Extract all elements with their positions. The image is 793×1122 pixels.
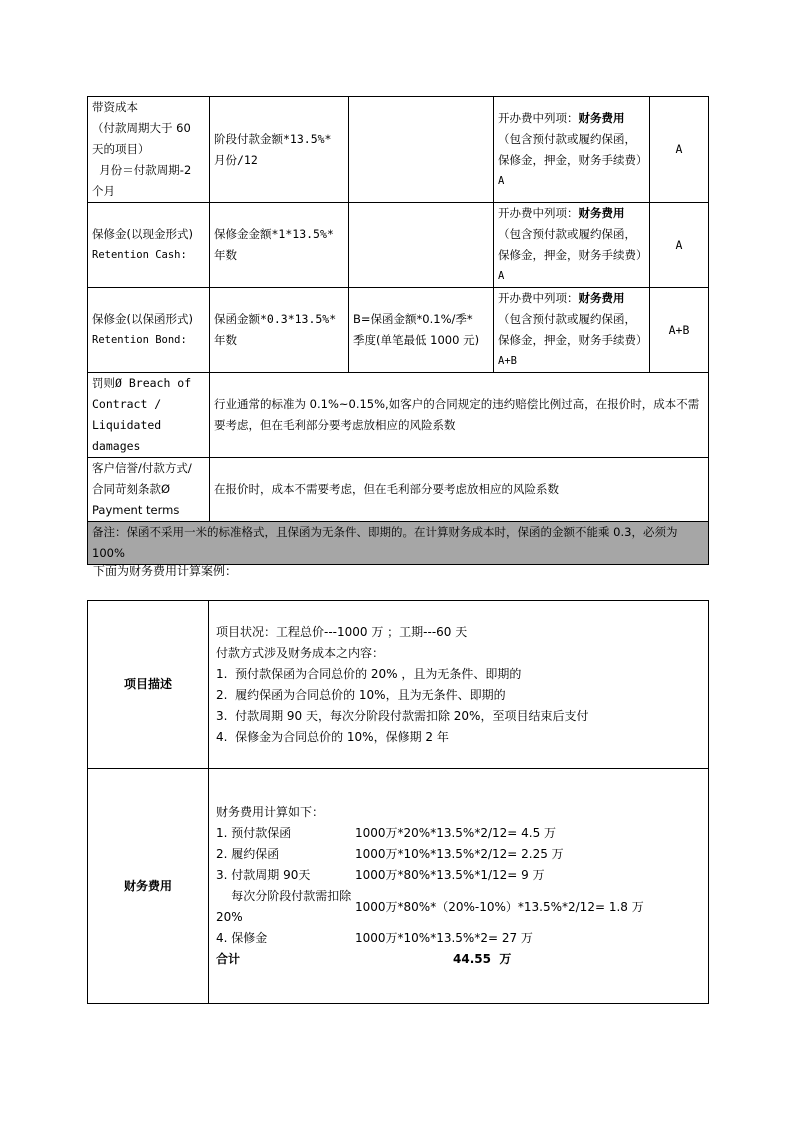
row-label: [88, 373, 210, 458]
list-prefix: 开办费中列项：: [498, 206, 579, 220]
cost-table: [87, 96, 709, 565]
label-line: 保修金(以保函形式): [92, 312, 193, 326]
extra-cell: [349, 288, 494, 373]
formula-cell: [210, 203, 349, 288]
payment-text: 在报价时，成本不需要考虑，但在毛利部分要考虑放相应的风险系数: [210, 458, 709, 522]
list-bold: 财务费用: [578, 110, 625, 125]
formula-cell: [210, 97, 349, 203]
project-description: [209, 601, 709, 769]
list-line: 保修金，押金，财务手续费）: [498, 152, 648, 167]
calc-row: [216, 865, 701, 886]
list-heading: [498, 203, 645, 224]
table-row-capital-cost: [88, 97, 709, 203]
row-label: [88, 288, 210, 373]
calc-total-row: [216, 949, 701, 970]
list-item: 3. 付款周期 90 天，每次分阶段付款需扣除 20%，至项目结束后支付: [216, 708, 589, 723]
project-label: 项目描述: [88, 601, 209, 769]
project-status: 项目状况：工程总价---1000 万 ；工期---60 天: [216, 624, 468, 639]
calc-row: [216, 928, 701, 949]
formula-line: 月份/12: [214, 152, 258, 167]
label-line: Liquidated damages: [92, 418, 162, 453]
example-table: [87, 600, 709, 1004]
list-line: A: [498, 270, 505, 282]
list-bold: 财务费用: [578, 206, 625, 220]
total-label: 合计: [216, 952, 241, 966]
example-heading: 下面为财务费用计算案例：: [93, 564, 238, 578]
table-row-breach: [88, 373, 709, 458]
finance-calculation: [209, 769, 709, 1004]
list-prefix: 开办费中列项：: [498, 291, 579, 305]
table-row-retention-bond: [88, 288, 709, 373]
list-prefix: 开办费中列项：: [498, 110, 579, 125]
calc-table: [216, 823, 701, 970]
project-intro: 付款方式涉及财务成本之内容：: [216, 645, 385, 660]
label-line: Payment terms: [92, 503, 180, 517]
formula-cell: [210, 288, 349, 373]
calc-row: [216, 844, 701, 865]
total-value: 44.55 万: [453, 952, 512, 966]
list-heading: [498, 108, 645, 129]
label-line: 保修金(以现金形式): [92, 227, 193, 241]
list-bold: 财务费用: [578, 291, 625, 305]
breach-text: 行业通常的标准为 0.1%~0.15%,如客户的合同规定的违约赔偿比例过高，在报价时，成本不需要考虑，但在毛利部分要考虑放相应的风险系数: [210, 373, 709, 458]
list-cell: [494, 288, 650, 373]
calc-name: 2. 履约保函: [216, 847, 280, 861]
calc-name: 4. 保修金: [216, 931, 268, 945]
label-line: Retention Cash:: [92, 249, 187, 261]
formula-line: 年数: [214, 333, 237, 347]
formula-line: 年数: [214, 248, 237, 262]
list-cell: [494, 203, 650, 288]
table-row-finance: [88, 769, 709, 1004]
calc-row: [216, 823, 701, 844]
formula-line: 阶段付款金额*13.5%*: [214, 131, 332, 146]
extra-line: 季度(单笔最低 1000 元): [353, 333, 480, 347]
code-cell: A: [650, 97, 709, 203]
formula-line: 保函金额*0.3*13.5%*: [214, 312, 337, 326]
code-cell: A+B: [650, 288, 709, 373]
finance-intro: 财务费用计算如下：: [216, 805, 325, 819]
row-label: [88, 458, 210, 522]
label-line: Contract /: [92, 397, 162, 411]
calc-formula: 1000万*10%*13.5%*2= 27 万: [355, 931, 533, 945]
list-cell: [494, 97, 650, 203]
list-heading: [498, 288, 645, 309]
calc-formula: 1000万*80%*13.5%*1/12= 9 万: [355, 868, 545, 882]
list-line: A: [498, 174, 505, 187]
label-line: 合同苛刻条款Ø: [92, 482, 171, 496]
list-line: （包含预付款或履约保函，: [498, 312, 636, 326]
list-line: 保修金，押金，财务手续费）: [498, 333, 648, 347]
label-line: 天的项目）: [92, 142, 150, 156]
label-line: 客户信誉/付款方式/: [92, 461, 192, 475]
calc-formula: 1000万*20%*13.5%*2/12= 4.5 万: [355, 826, 557, 840]
label-line: 个月: [92, 184, 115, 198]
table-row-note: [88, 522, 709, 565]
calc-formula: 1000万*10%*13.5%*2/12= 2.25 万: [355, 847, 564, 861]
calc-name: 1. 预付款保函: [216, 826, 292, 840]
table-row-retention-cash: [88, 203, 709, 288]
label-line: 带资成本: [92, 100, 138, 114]
extra-cell: [349, 203, 494, 288]
extra-line: B=保函金额*0.1%/季*: [353, 312, 473, 326]
label-line: （付款周期大于 60: [92, 121, 191, 135]
list-item: 4. 保修金为合同总价的 10%，保修期 2 年: [216, 729, 449, 744]
table-row-payment-terms: [88, 458, 709, 522]
extra-cell: [349, 97, 494, 203]
finance-label: 财务费用: [88, 769, 209, 1004]
calc-name: 3. 付款周期 90天: [216, 868, 311, 882]
note-text: 备注：保函不采用一米的标准格式，且保函为无条件、即期的。在计算财务成本时，保函的金额不能乘 0.3，必须为 100%: [88, 522, 709, 565]
list-line: A+B: [498, 355, 517, 367]
list-line: （包含预付款或履约保函，: [498, 131, 636, 146]
list-line: 保修金，押金，财务手续费）: [498, 248, 648, 262]
row-label: [88, 203, 210, 288]
label-line: 月份＝付款周期-2: [92, 163, 192, 177]
label-line: 罚则Ø Breach of: [92, 376, 192, 390]
calc-formula: 1000万*80%*（20%-10%）*13.5%*2/12= 1.8 万: [355, 899, 644, 914]
row-label: [88, 97, 210, 203]
calc-row: [216, 886, 701, 928]
list-item: 1. 预付款保函为合同总价的 20% ，且为无条件、即期的: [216, 666, 522, 681]
list-item: 2. 履约保函为合同总价的 10%，且为无条件、即期的: [216, 687, 506, 702]
code-cell: A: [650, 203, 709, 288]
label-line: Retention Bond:: [92, 334, 187, 346]
formula-line: 保修金金额*1*13.5%*: [214, 227, 334, 241]
table-row-project: [88, 601, 709, 769]
list-line: （包含预付款或履约保函，: [498, 227, 636, 241]
calc-name: 每次分阶段付款需扣除 20%: [216, 889, 356, 924]
